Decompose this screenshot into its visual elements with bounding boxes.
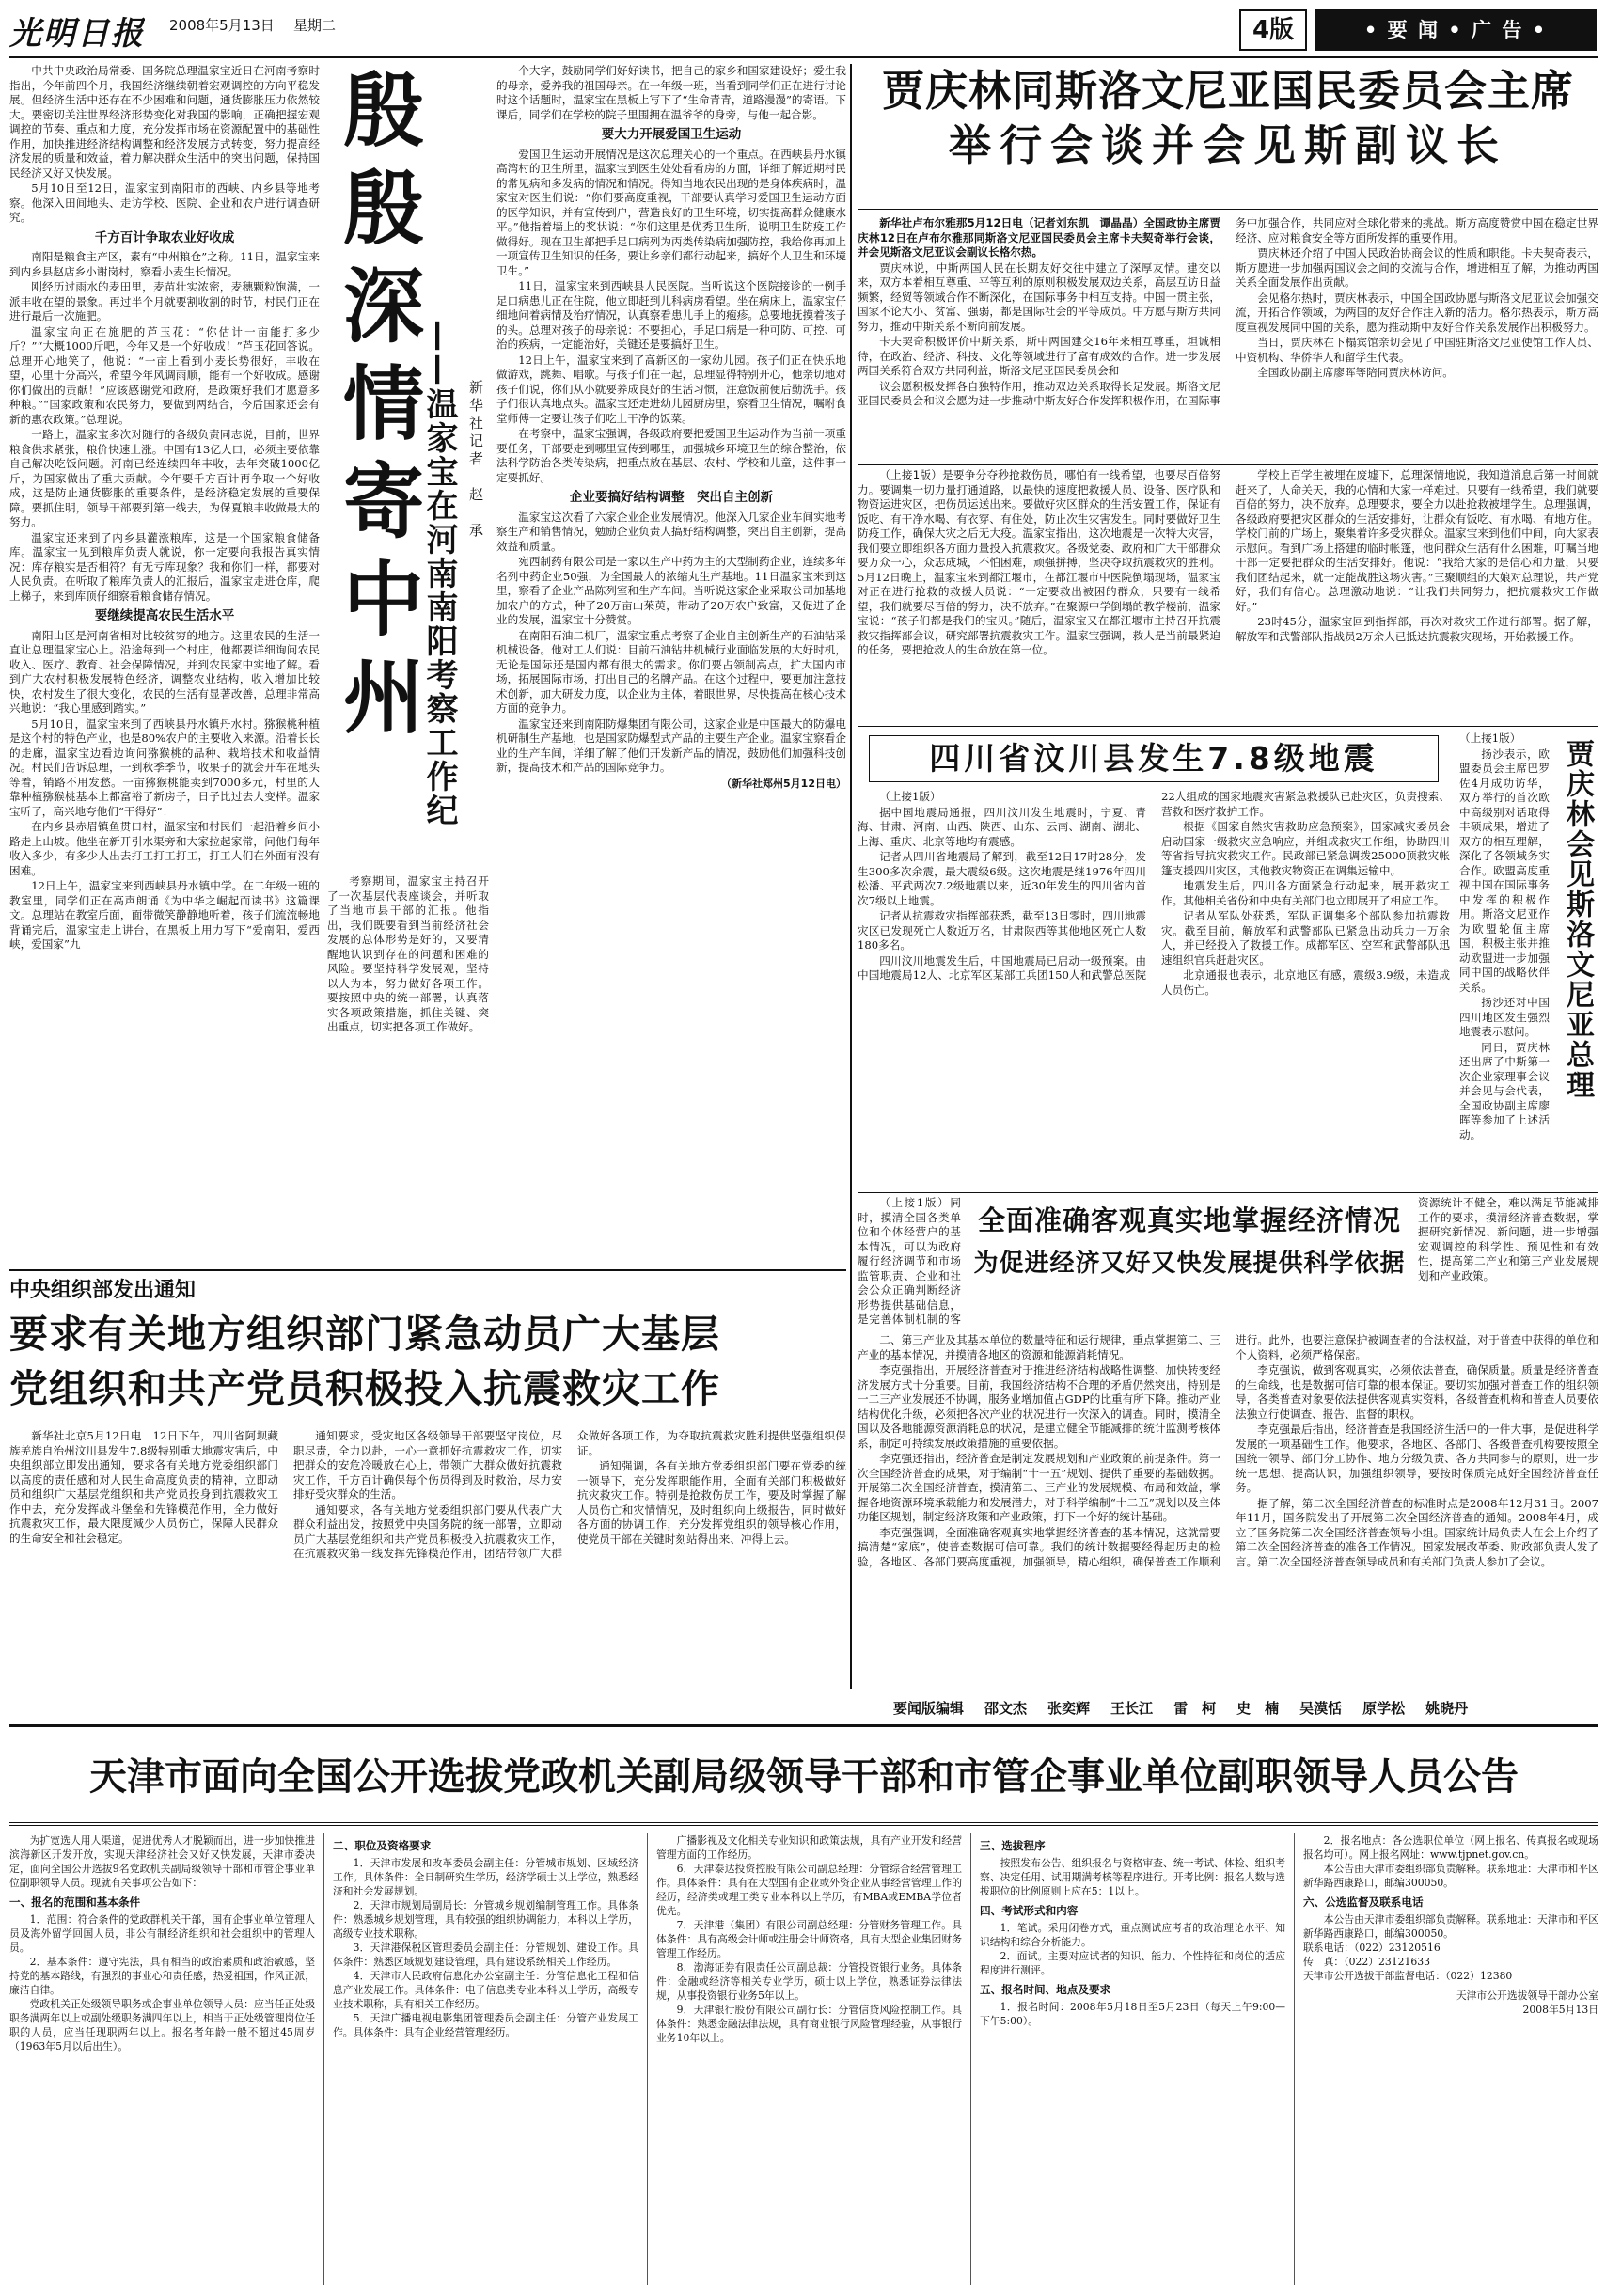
column-divider [1294,1833,1295,2285]
announcement-para: 党政机关正处级领导职务或企事业单位领导人员：应当任正处级职务满两年以上或副处级职务满四年以上，相当于正处级管理岗位任职的人员，应当任现职两年以上。报名者年龄一般不超过45周岁（1963年5月以后出生）。 [9,1998,315,2052]
announcement-para: 1．笔试。采用闭卷方式，重点测试应考者的政治理论水平、知识结构和综合分析能力。 [980,1922,1285,1948]
editors-line [858,1696,1598,1721]
sichuan-headline: 四川省汶川县发生7.8级地震 [869,735,1439,782]
sichuan-body [858,790,1450,1188]
masthead [9,4,1598,55]
issue-date: 2008年5月13日 [169,17,275,34]
newspaper-logo: 光明日报 [9,15,145,53]
announcement-para: 2．基本条件：遵守宪法，具有相当的政治素质和政治敏感，坚持党的基本路线，有强烈的事业心和责任感，热爱祖国，作风正派，廉洁自律。 [9,1956,315,1996]
jia-side-para: 同日，贾庆林还出席了中斯第一次企业家理事会议并会见与会代表，全国政协副主席廖晖等参加了上述活动。 [1459,1040,1550,1141]
announcement-para: 6．天津泰达投资控股有限公司副总经理：分管综合经营管理工作。具体条件：具有在大型国有企业或外资企业从事经营管理工作的经历，经济类或理工类专业本科以上学历，有MBA或EMBA学位者优先。 [656,1863,962,1917]
sichuan-label: （上接1版） [879,790,941,803]
announcement-contact: 联系电话：（022）23120516 [1303,1942,1441,1954]
continued-para: 23时45分，温家宝回到指挥部，再次对救灾工作进行部署。据了解，解放军和武警部队指战员2万余人已抵达抗震救灾现场，开始救援工作。 [1236,615,1598,643]
editors-label: 要闻版编辑 [893,1700,965,1717]
editor-name: 原学松 [1362,1700,1406,1717]
sichuan-quake-article [858,731,1450,1188]
feature-subhead: 要大力开展爱国卫生运动 [601,127,742,142]
feature-para: 温家宝这次看了六家企业企业发展情况。他深入几家企业车间实地考察生产和销售情况，勉励企业负责人搞好结构调整，突出自主创新，提高效益和质量。 [496,510,846,553]
feature-para: 温家宝还来到南阳防爆集团有限公司，这家企业是中国最大的防爆电机研制生产基地，也是国家防爆型式产品的主要生产企业。温家宝察看企业的生产车间，详细了解了他们开发新产品的情况，鼓励他们加强科技创新，提高技术和产品的国际竞争力。 [496,716,846,774]
announcement-contact: 传 真：（022）23121633 [1303,1956,1430,1968]
organization-para: 新华社北京5月12日电 12日下午，四川省阿坝藏族羌族自治州汶川县发生7.8级特别重大地震灾害后，中央组织部立即发出通知，要求各有关地方党委组织部门以高度的责任感和对人民生命高度负责的精神，立即动员和组织广大基层党组织和共产党员投身到抗震救灾工作中去，充分发挥战斗堡垒和先锋模范作用，全力做好抗震救灾工作，最大限度减少人员伤亡，保障人民群众的生命安全和社会稳定。 [9,1429,278,1545]
announcement-col-5 [1303,1833,1598,2292]
feature-subhead: 要继续提高农民生活水平 [94,608,235,623]
organization-headline-1: 要求有关地方组织部门紧急动员广大基层 [9,1312,720,1357]
feature-column-3 [496,64,846,1266]
economy-para: 李克强说，做到客观真实，必须依法普查，确保质量。质量是经济普查的生命线，也是数据可信可靠的根本保证。要切实加强对普查工作的组织领导，各类普查对象要依法提供客观真实资料，各级普查机构和普查人员要依法独立行使调查、报告、监督的职权。 [1236,1363,1598,1421]
announcement-section: 二、职位及资格要求 [333,1839,432,1852]
jia-talks-para: 议会愿积极发挥各自独特作用，推动双边关系取得长足发展。斯洛文尼亚国民委员会和议会愿为进一步推动中斯友好合作发挥积极作用，在国际事务中加强合作，共同应对全球化带来的挑战。斯方高度赞赏中国在稳定世界经济、应对粮食安全等方面所发挥的重要作用。 [858,216,1598,407]
section-rule [9,1269,846,1271]
economy-text: 同时，摸清全国各类单位和个体经营户的基本情况，可以为政府履行经济调节和市场监管职责、企业和社会公众正确判断经济形势提供基础信息，是完善体制机制的客 [858,1196,961,1326]
feature-subhead: 千方百计争取农业好收成 [94,229,235,245]
editor-name: 邵文杰 [984,1700,1028,1717]
announcement-para: 1．范围：符合条件的党政群机关干部，国有企事业单位管理人员及海外留学回国人员，非公有制经济组织和社会组织中的管理人员。 [9,1913,315,1954]
announcement-section: 四、考试形式和内容 [980,1904,1079,1917]
announcement-col-1 [9,1833,315,2292]
feature-column-1 [9,64,320,1266]
economy-para: 李克强还指出，经济普查是制定发展规划和产业政策的前提条件。第一次全国经济普查的成果，对于编制“十一五”规划、提供了重要的基础数据。开展第二次全国经济普查，摸清第二、三产业的发展规模、布局和效益，掌握各地资源环境承载能力和发展潜力，对于科学编制“十二五”规划以及主体功能区规划，制定经济政策和产业政策，打下一个好的统计基础。 [858,1452,1220,1523]
continued-label: （上接1版） [879,468,943,481]
feature-para: 在考察中，温家宝强调，各级政府要把爱国卫生运动作为当前一项重要任务，干部要走到哪里宣传到哪里，加强城乡环境卫生的综合整治，依法科学防治各类传染病，把重点放在基层、农村、学校和儿童，这件事一定要抓好。 [496,427,846,484]
page-number: 4版 [1239,9,1307,51]
announcement-signature: 天津市公开选拔领导干部办公室 [1456,1989,1598,2002]
sichuan-para: 四川汶川地震发生后，中国地震局已启动一级预案。由中国地震局12人、北京军区某部工兵团150人和武警总医院22人组成的国家地震灾害紧急救援队已赴灾区，负责搜索、营救和医疗救护工作。 [858,790,1450,982]
jia-talks-para: 卡夫契奇积极评价中斯关系，斯中两国建交16年来相互尊重，坦诚相待，在政治、经济、科技、文化等领域进行了富有成效的合作。进一步发展两国关系符合双方共同利益，斯洛文尼亚国民委员会和 [858,335,1220,377]
announcement-para: 4．天津市人民政府信息化办公室副主任：分管信息化工程和信息产业发展工作。具体条件：电子信息类专业本科以上学历，高级专业技术职称，具有相关工作经历。 [333,1970,638,2010]
feature-para: 刚经历过雨水的麦田里，麦苗壮实浓密，麦穗颗粒饱满，一派丰收在望的景象。再过半个月就要割收割的时节，村民们正在进行最后一次施肥。 [9,280,320,322]
column-divider [323,1833,324,2285]
continued-text: 是要争分夺秒抢救伤员，哪怕有一线希望，也要尽百倍努力。要调集一切力量打通道路，以最快的速度把救援人员、设备、医疗队和物资运进灾区，把伤员运送出来。要做好灾区群众的生活安置工作，保证有饭吃、有干净水喝、有衣穿、有住处，防止次生灾害发生。同时要做好卫生防疫工作，确保大灾之后无大疫。温家宝指出，这次地震是一次特大灾害，我们要立即组织各方面力量投入抗震救灾。各级党委、政府和广大干部群众要万众一心，众志成城，不怕困难，顽强拼搏，坚决夺取抗震救灾的胜利。5月12日晚上，温家宝来到都江堰市，在都江堰市中医院倒塌现场，温家宝对正在进行抢救的救援人员说：“一定要救出被困的群众，只要有一线希望，我们就要尽百倍的努力，决不放弃。”在聚源中学倒塌的教学楼前，温家宝说：“孩子们都是我们的宝贝。”随后，温家宝又在都江堰市主持召开抗震救灾指挥部会议，研究部署抗震救灾工作。温家宝强调，救人是当前最紧迫的任务，要把抢救人的生命放在第一位。 [858,468,1220,656]
column-divider [850,64,852,1689]
continued-para [858,468,1220,658]
feature-subheadline: ——温家宝在河南南阳考察工作纪 [420,320,458,827]
editor-name: 张奕辉 [1047,1700,1091,1717]
feature-para: 12日上午，温家宝来到西峡县丹水镇中学。在二年级一班的教室里，同学们正在高声朗诵《为中华之崛起而读书》这篇课文。总理站在教室后面，面带微笑静静地听着，孩子们流流畅地背诵完后，温家宝走上讲台，在黑板上用力写下“爱南阳，爱西峡，爱国家”九 [9,879,320,951]
announcement-para: 1．天津市发展和改革委员会副主任：分管城市规划、区域经济工作。具体条件：全日制研究生学历，经济学硕士以上学位，熟悉经济和社会发展规划。 [333,1857,638,1897]
feature-column-1b [327,874,489,1266]
announcement-para: 7．天津港（集团）有限公司副总经理：分管财务管理工作。具体条件：具有高级会计师或注册会计师资格，具有大型企业集团财务管理工作经历。 [656,1919,962,1959]
editor-name: 吴漠恬 [1299,1700,1343,1717]
feature-para: 5月10日至12日，温家宝到南阳市的西峡、内乡县等地考察。他深入田间地头、走访学校、医院、企业和农户进行调查研究。 [9,181,320,224]
announcement-para: 本公告由天津市委组织部负责解释。联系地址：天津市和平区新华路西康路口，邮编300050。 [1303,1863,1598,1889]
jia-talks-para: 当日，贾庆林在下榻宾馆亲切会见了中国驻斯洛文尼亚使馆工作人员、中资机构、华侨华人和留学生代表。 [1236,336,1598,364]
economy-para: 李克强最后指出，经济普查是我国经济生活中的一件大事，是促进科学发展的一项基础性工作。他要求，各地区、各部门、各级普查机构要按照全国统一领导、部门分工协作、地方分级负责、各方共同参与的原则，进一步统一思想、提高认识，加强组织领导，要按时保质完成好全国经济普查任务。 [1236,1423,1598,1494]
announcement-contact: 天津市公开选拔干部监督电话：（022）12380 [1303,1970,1513,1982]
feature-subhead: 企业要搞好结构调整 突出自主创新 [570,490,773,505]
feature-para: 爱国卫生运动开展情况是这次总理关心的一个重点。在西峡县丹水镇高湾村的卫生所里，温家宝到医生处处看看房的方面，详细了解近期村民的常见病和多发病的情况和情况。得知当地农民出现的是身体疾病时，温家宝对医生们说：“你们要高度重视，干部要认真学习爱国卫生运动方面的医学知识，并有宣传到户，营造良好的卫生环境，切实提高群众健康水平。”他指着墙上的奖状说：“你们这里是优秀卫生所，说明卫生防疫工作做得好。现在卫生部把手足口病列为丙类传染病加强防控，我给你再加上一项宣传卫生知识的任务，要让乡亲们都行动起来，搞好个人卫生和环境卫生。” [496,147,846,277]
announcement-para: 2．报名地点：各公选职位单位（网上报名、传真报名或现场报名均可）。网上报名网址：www.tjpnet.gov.cn。 [1303,1834,1598,1861]
sichuan-para [858,790,1146,805]
jia-talks-para: 贾庆林说，中斯两国人民在长期友好交往中建立了深厚友情。建交以来，双方本着相互尊重、平等互利的原则积极发展双边关系，高层互访日益频繁，经贸等领域合作不断深化，在国际事务中相互支持。中国一贯主张，国家不论大小、贫富、强弱，都是国际社会的平等成员。中方愿与斯方共同努力，推动中斯关系不断向前发展。 [858,260,1220,333]
jia-side-para: 扬沙还对中国四川地区发生强烈地震表示慰问。 [1459,996,1550,1038]
jia-side-headline: 贾庆林会见斯洛文尼亚总理 [1561,739,1594,1100]
section-rule [858,1192,1598,1193]
section-rule [858,464,1598,465]
announcement-para: 本公告由天津市委组织部负责解释。联系地址：天津市和平区新华路西康路口，邮编300050。 [1303,1913,1598,1940]
jia-talks-headline-1: 贾庆林同斯洛文尼亚国民委员会主席 [881,66,1574,116]
section-rule [858,726,1598,727]
announcement-section: 六、公选监督及联系电话 [1303,1895,1424,1909]
feature-para: 温家宝还来到了内乡县灌涨粮库，这是一个国家粮食储备库。温家宝一见到粮库负责人就说，你一定要向我报告真实情况：库存粮实是否相符？有无亏库现象？我和你们一样，都要对人民负责。在听取了粮库负责人的汇报后，温家宝走进仓库，爬上梯子，来到库顶仔细察看粮食储存情况。 [9,530,320,603]
section-label: • 要 闻 • 广 告 • [1315,9,1597,51]
sichuan-para: 北京通报也表示，北京地区有感，震级3.9级，未造成人员伤亡。 [1161,968,1450,997]
announcement-col-3 [656,1833,962,2292]
organization-para: 通知强调，各有关地方党委组织部门要在党委的统一领导下，充分发挥职能作用，全面有关部门积极做好抗灾救灾工作。特别是抢救伤员工作，要及时掌握了解人员伤亡和灾情情况，及时组织向上级报告，同时做好各方面的协调工作，充分发挥党组织的领导核心作用，使党员干部在关键时刻站得出来、冲得上去。 [577,1459,846,1546]
feature-para: 考察期间，温家宝主持召开了一次基层代表座谈会，并听取了当地市县干部的汇报。他指出，我们既要看到当前经济社会发展的总体形势是好的，又要清醒地认识到存在的问题和困难的风险。要坚持科学发展观，坚持以人为本，努力做好各项工作。要按照中央的统一部署，认真落实各项政策措施，抓住关键、突出重点，切实把各项工作做好。 [327,874,489,1033]
sichuan-para: 根据《国家自然灾害救助应急预案》，国家减灾委员会启动国家一级救灾应急响应，并组成救灾工作组，协助四川等省指导抗灾救灾工作。民政部已紧急调拨25000顶救灾帐篷支援四川灾区，其他救灾物资正在调集运输中。 [1161,820,1450,877]
sichuan-para: 记者从四川省地震局了解到，截至12日17时28分，发生300多次余震，最大震级6级。这次地震是继1976年四川松潘、平武两次7.2级地震以来，近30年发生的四川省内首次7级以上地震。 [858,850,1146,907]
announcement-rule [9,1822,1598,1826]
editor-name: 姚晓丹 [1425,1700,1469,1717]
issue-weekday: 星期二 [293,17,337,34]
feature-para: 宛西制药有限公司是一家以生产中药为主的大型制药企业，连续多年名列中药企业50强，为全国最大的浓缩丸生产基地。11日温家宝来到这里，察看了企业产品陈列室和生产车间。当听说这家企业采取公司加基地加农户的方式，种了20万亩山茱萸，带动了20万农户致富，又促进了企业的发展，温家宝十分赞赏。 [496,555,846,626]
masthead-rule [9,56,1598,58]
economy-left-column [858,1196,961,1328]
feature-headline: 殷殷深情寄中州 [329,68,423,752]
announcement-para: 广播影视及文化相关专业知识和政策法规，具有产业开发和经营管理方面的工作经历。 [656,1834,962,1861]
feature-para: 12日上午，温家宝来到了高新区的一家幼儿园。孩子们正在快乐地做游戏，跳舞、唱歌。与孩子们在一起，总理显得特别开心，他亲切地对孩子们说，你们从小就要养成良好的生活习惯，注意饭前便后勤洗手。孩子们很认真地点头。温家宝还走进幼儿园厨房里，察看卫生情况，嘱咐食堂师傅一定要让孩子们吃上干净的饭菜。 [496,353,846,425]
economy-census-article [858,1196,1598,1685]
feature-article [9,64,846,1266]
editor-name: 雷 柯 [1173,1700,1217,1717]
sichuan-para: 记者从抗震救灾指挥部获悉，截至13日零时，四川地震灾区已发现死亡人数近万名，甘肃陕西等其他地区死亡人数180多名。 [858,909,1146,951]
feature-para: 南阳是粮食主产区，素有“中州粮仓”之称。11日，温家宝来到内乡县赵店乡小谢岗村，察看小麦生长情况。 [9,250,320,278]
feature-para: 5月10日，温家宝来到了西峡县丹水镇丹水村。猕猴桃种植是这个村的特色产业，也是80%农户的主要收入来源。沿着长长的走廊，温家宝边看边询问猕猴桃的品种、栽培技术和收益情况。村民们告诉总理，一到秋季季节，收果子的就会开车在地头等着，销路不用发愁。一亩猕猴桃能卖到7000多元，村里的人靠种植猕猴桃基本上都富裕了新房子，日子比过去大变样。温家宝听了，高兴地夸他们“干得好”！ [9,716,320,818]
feature-para: 在内乡县赤眉镇鱼贯口村，温家宝和村民们一起沿着乡间小路走上山坡。他坐在新开引水渠旁和大家拉起家常，问他们每年收入多少，有多少人出去打工打工打工，打工人们在外面有没有困难。 [9,820,320,877]
organization-kicker: 中央组织部发出通知 [9,1279,197,1302]
jia-talks-body [858,216,1598,461]
tianjin-announcement [9,1732,1598,2292]
economy-label: （上接1版） [879,1196,951,1209]
sichuan-para: 据中国地震局通报，四川汶川发生地震时，宁夏、青海、甘肃、河南、山西、陕西、山东、云南、湖南、湖北、上海、重庆、北京等地均有震感。 [858,805,1146,848]
economy-para: 李克强指出，开展经济普查对于推进经济结构战略性调整、加快转变经济发展方式十分重要。目前，我国经济结构不合理的矛盾仍然突出，特别是一二三产业发展还不协调，服务业增加值占GDP的比重有所下降。推动产业结构优化升级，必须把各次产业的状况进行一次深入的调查。同时，摸清全国以及各地能源资源消耗总的状况，是建立健全节能减排的统计监测考核体系，制定可持续发展政策措施的重要依据。 [858,1363,1220,1450]
sichuan-para: 地震发生后，四川各方面紧急行动起来，展开救灾工作。其他相关省份和中央有关部门也立即展开了相应工作。 [1161,879,1450,907]
announcement-col-2 [333,1833,638,2292]
column-divider [647,1833,648,2285]
feature-para: 在南阳石油二机厂，温家宝重点考察了企业自主创新生产的石油钻采机械设备。他对工人们说：目前石油钻井机械行业面临发展的大好时机，无论是国际还是国内都有很大的需求。你们要占领制高点，扩大国内市场，拓展国际市场，打出自己的名牌产品。在这个过程中，要更加注意技术创新，加大研发力度，以企业为主体，着眼世界，尽快提高在核心技术方面的竞争力。 [496,628,846,715]
announcement-col-4 [980,1833,1285,2292]
jia-side-article [1459,731,1598,1188]
feature-para: 中共中央政治局常委、国务院总理温家宝近日在河南考察时指出，今年前四个月，我国经济继续朝着宏观调控的方向平稳发展。但经济生活中还存在不少困难和问题，通货膨胀压力依然较大。要密切关注世界经济形势变化对我国的影响，正确把握宏观调控的节奏、重点和力度，充分发挥市场在资源配置中的基础性作用，加快推进经济结构调整和经济发展方式转变，努力提高经济发展的质量和效益，着力解决群众生活中的突出问题，保持国民经济又好又快发展。 [9,64,320,180]
feature-para: 南阳山区是河南省相对比较贫穷的地方。这里农民的生活一直让总理温家宝心上。沿途每到一个村庄，他都要详细询问农民收入、医疗、教育、社会保障情况，并到农民家中实地了解。看到广大农村积极发展特色经济，调整农业结构，收入增加比较快，农村发生了很大变化，农民的生活有显著改善，总理非常高兴地说：“我心里感到踏实。” [9,628,320,715]
organization-para: 通知要求，受灾地区各级领导干部要坚守岗位，尽职尽责，全力以赴，一心一意抓好抗震救灾工作，切实把群众的安危冷暖放在心上，带领广大群众做好抗震救灾工作，千方百计确保每个伤员得到及时救治，尽力安排好受灾群众的生活。 [293,1429,562,1501]
announcement-para: 5．天津广播电视电影集团管理委员会副主任：分管产业发展工作。具体条件：具有企业经营管理经历。 [333,2012,638,2038]
economy-para: 二、第三产业及其基本单位的数量特征和运行规律，重点掌握第二、三产业的基本情况，并摸清各地区的资源和能源消耗情况。 [858,1333,1220,1361]
announcement-para: 3．天津港保税区管理委员会副主任：分管规划、建设工作。具体条件：熟悉区域规划建设管理，具有建设系统相关工作经历。 [333,1942,638,1968]
jia-talks-para: 会见格尔热时，贾庆林表示，中国全国政协愿与斯洛文尼亚议会加强交流，开拓合作领域，为两国的友好合作注入新的活力。格尔热表示，斯方高度重视发展同中国的关系，愿为推动斯中友好合作关系发展作出积极努力。 [1236,291,1598,334]
feature-byline: 新华社记者 赵 承 [467,380,484,541]
jia-talks-para: 贾庆林还介绍了中国人民政治协商会议的性质和职能。卡夫契奇表示，斯方愿进一步加强两国议会之间的交流与合作，增进相互了解，为推动两国关系全面发展作出贡献。 [1236,246,1598,289]
jia-talks-lead [858,216,1220,260]
announcement-para: 2．面试。主要对应试者的知识、能力、个性特征和岗位的适应程度进行测评。 [980,1950,1285,1976]
headline-underline [858,209,1598,210]
jia-talks-para: 全国政协副主席廖晖等陪同贾庆林访问。 [1257,366,1454,379]
feature-dateline: （新华社郑州5月12日电） [721,777,846,790]
organization-para: 通知要求，各有关地方党委组织部门要从代表广大群众利益出发，按照党中央国务院的统一部署，立即动员广大基层党组织和共产党员积极投入抗震救灾工作，在抗震救灾第一线发挥先锋模范作用，团结带领广大群众做好各项工作，为夺取抗震救灾胜利提供坚强组织保证。 [293,1429,846,1560]
economy-para [858,1196,961,1328]
section-rule [9,1724,1598,1727]
jia-side-label: （上接1版） [1459,731,1521,745]
announcement-section: 一、报名的范围和基本条件 [9,1895,141,1909]
announcement-para: 2．天津市规划局副局长：分管城乡规划编制管理工作。具体条件：熟悉城乡规划管理，具有较强的组织协调能力，本科以上学历，高级专业技术职称。 [333,1899,638,1940]
feature-para: 温家宝向正在施肥的芦玉花：“你估计一亩能打多少斤？”“大概1000斤吧，今年又是一个好收成！”芦玉花回答说。总理开心地笑了，他说：“一亩上看到小麦长势很好，丰收在望，心里十分高兴，希望今年风调雨顺，能有一个好收成。感谢你们做出的贡献！”应该感谢党和政府，是政策好我们才愿意多种粮。”“国家政策和农民努力，要做到两结合，今后国家还会有新的惠农政策。”总理说。 [9,324,320,426]
economy-right-column [1418,1196,1598,1328]
jia-talks-article [858,64,1598,461]
feature-para: 个大字，鼓励同学们好好读书，把自己的家乡和国家建设好；爱生我的母亲，爱养我的祖国母亲。在一年级一班，当看到同学们正在进行讨论时这个话题时，温家宝在黑板上写下了“生命青青，道路漫漫”的寄语。下课后，同学们在学校的院子里围拥在温爷爷的身旁，与他一起合影。 [496,64,846,121]
organization-body [9,1429,846,1689]
economy-para: 资源统计不健全，难以满足节能减排工作的要求，摸清经济普查数据，掌握研究新情况、新问题，进一步增强宏观调控的科学性、预见性和有效性，提高第二产业和第三产业发展规划和产业政策。 [1418,1196,1598,1282]
organization-headline-2: 党组织和共产党员积极投入抗震救灾工作 [9,1366,720,1411]
feature-para: 一路上，温家宝多次对随行的各级负责同志说，目前，世界粮食供求紧张，粮价快速上涨。中国有13亿人口，必须主要依靠自己解决吃饭问题。河南已经连续四年丰收，去年突破1000亿斤，为国家做出了重大贡献。今年要千方百计再争取一个好收成，这是防止通货膨胀的重要条件，是经济稳定发展的重要保障。要抓住明，领导干部要到第一线去，为保夏粮丰收做最大的努力。 [9,428,320,528]
announcement-para: 为扩宽选人用人渠道，促进优秀人才脱颖而出，进一步加快推进滨海新区开发开放，实现天津经济社会又好又快发展，天津市委决定，面向全国公开选拔9名党政机关副局级领导干部和市管企事业单位副职领导人员。现就有关事项公告如下： [9,1834,315,1889]
jia-side-body [1459,731,1550,1188]
announcement-section: 五、报名时间、地点及要求 [980,1983,1111,1996]
editor-name: 史 楠 [1236,1700,1280,1717]
announcement-para: 9．天津银行股份有限公司副行长：分管信贷风险控制工作。具体条件：熟悉金融法律法规，具有商业银行风险管理经验，从事银行业务10年以上。 [656,2004,962,2044]
feature-para: 11日，温家宝来到西峡县人民医院。当听说这个医院接诊的一例手足口病患儿正在住院，他立即赶到儿科病房看望。坐在病床上，温家宝仔细地问着病情及治疗情况，认真察看患儿手上的疱疹。总要地抚摸着孩子的头。总理对孩子的母亲说：不要担心，手足口病是一种可防、可控、可治的疾病，一定能治好，关键还是要搞好卫生。 [496,279,846,351]
announcement-section: 三、选拔程序 [980,1839,1046,1852]
wen-continued-article [858,468,1598,722]
announcement-headline: 天津市面向全国公开选拔党政机关副局级领导干部和市管企事业单位副职领导人员公告 [89,1755,1519,1799]
jia-side-para: 扬沙表示，欧盟委员会主席巴罗佐4月成功访华，双方举行的首次欧中高级别对话取得丰硕成果，增进了双方的相互理解，深化了各领域务实合作。欧盟高度重视中国在国际事务中发挥的积极作用。斯洛文尼亚作为欧盟轮值主席国，积极主张并推动欧盟进一步加强同中国的战略伙伴关系。 [1459,747,1550,994]
sichuan-para: 记者从军队处获悉，军队正调集多个部队参加抗震救灾。截至目前，解放军和武警部队已紧急出动兵力一万余人，并已经投入了救援工作。成都军区、空军和武警部队迅速组织官兵赶赴灾区。 [1161,909,1450,967]
jia-talks-lead-text: 新华社卢布尔雅那5月12日电（记者刘东凯 谭晶晶）全国政协主席贾庆林12日在卢布尔雅那同斯洛文尼亚国民委员会主席卡夫契奇举行会谈，并会见斯洛文尼亚议会副议长格尔热。 [858,216,1220,259]
economy-headline-1: 全面准确客观真实地掌握经济情况 [977,1204,1401,1236]
announcement-signature-date: 2008年5月13日 [1522,2004,1598,2016]
announcement-para: 1．报名时间：2008年5月18日至5月23日（每天上午9:00—下午5:00）。 [980,2001,1285,2027]
announcement-para: 8．渤海证券有限责任公司副总裁：分管投资银行业务。具体条件：金融或经济等相关专业学历，硕士以上学位，熟悉证券法律法规，从事投资银行业务5年以上。 [656,1961,962,2002]
organization-article [9,1275,846,1689]
column-divider [970,1833,971,2285]
economy-para: 据了解，第二次全国经济普查的标准时点是2008年12月31日。2007年11月，国务院发出了开展第二次全国经济普查的通知。2008年4月，成立了国务院第二次全国经济普查领导小组。国家统计局负责人在会上介绍了第二次全国经济普查的准备工作情况。国家发展改革委、财政部负责人发了言。第二次全国经济普查领导成员和有关部门负责人参加了会议。 [1236,1496,1598,1568]
jia-talks-headline-2: 举行会谈并会见斯副议长 [948,120,1507,170]
continued-para: 学校上百学生被埋在废墟下，总理深情地说，我知道消息后第一时间就赶来了，人命关天，我的心情和大家一样难过。只要有一线希望，我们就要百倍的努力，决不放弃。总理要求，要全力以赴抢救被埋学生。总理强调，各级政府要把灾区群众的生活安排好，让群众有饭吃、有水喝、有地方住。学校门前的广场上，聚集着许多受灾群众。温家宝来到他们中间，向大家表示慰问。看到广场上搭建的临时帐篷，他问群众生活有什么困难，叮嘱当地干部一定要把群众的生活安排好。他说：“我给大家的是信心和力量，只要我们团结起来，就一定能战胜这场灾害。”三聚顺组的大娘对总理说，共产党好，我们有信心。总理激动地说：“让我们共同努力，把抗震救灾工作做好。” [1236,468,1598,613]
economy-headline-2: 为促进经济又好又快发展提供科学依据 [973,1250,1406,1278]
editor-name: 王长江 [1110,1700,1154,1717]
announcement-para: 按照发布公告、组织报名与资格审查、统一考试、体检、组织考察、决定任用、试用期满考核等程序进行。开考比例：报名人数与选拔职位的比例原则上应在5：1以上。 [980,1857,1285,1897]
economy-para: 李克强强调，全面准确客观真实地掌握经济普查的基本情况，这就需要搞清楚“家底”，使普查数据可信可靠。我们的统计数据要经得起历史的检验，各地区、各部门要高度重视，加强领导，精心组织，确保普查工作顺利进行。此外，也要注意保护被调查者的合法权益，对于普查中获得的单位和个人资料，必须严格保密。 [858,1333,1598,1568]
economy-body [858,1333,1598,1683]
